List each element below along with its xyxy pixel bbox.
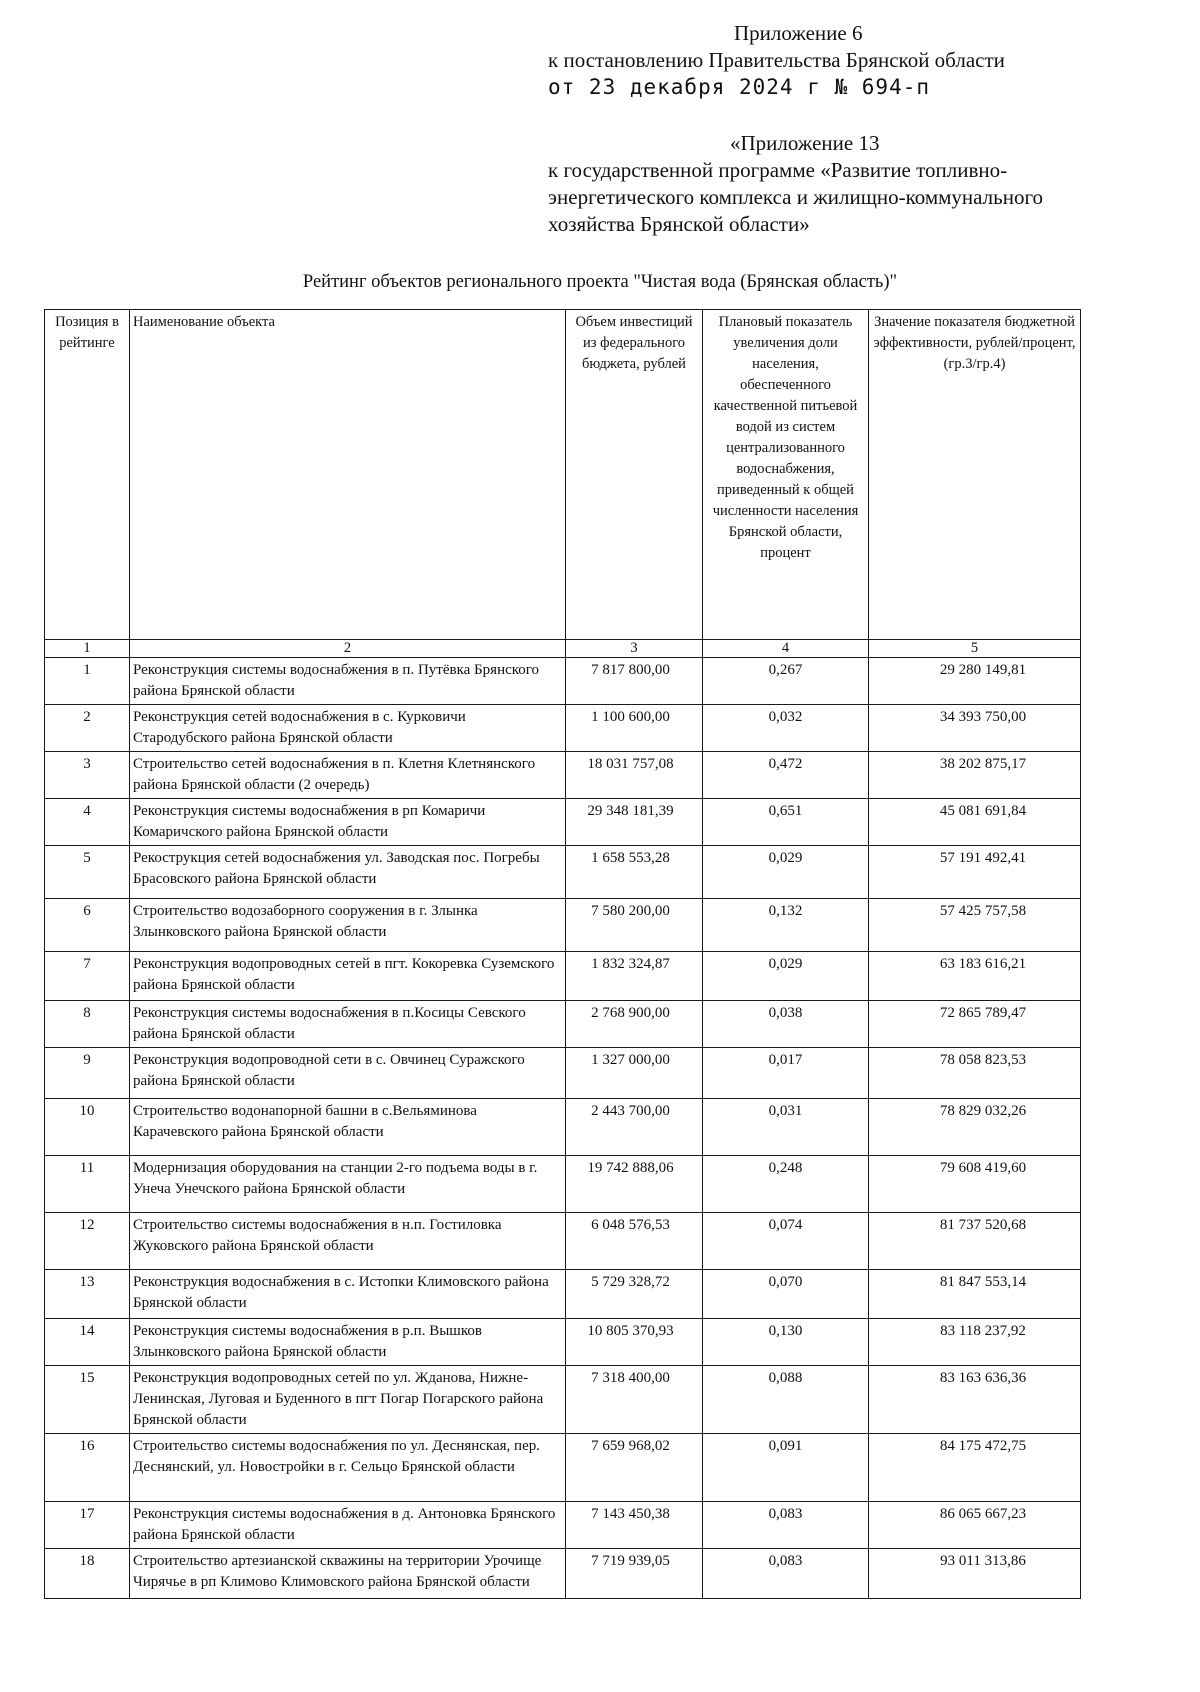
planned-indicator-cell: 0,038 xyxy=(703,1001,869,1048)
table-row xyxy=(45,952,1081,1001)
object-name-cell: Реконструкция системы водоснабжения в п. Путёвка Брянского района Брянской области xyxy=(130,658,566,705)
rating-position-cell: 15 xyxy=(45,1366,130,1434)
planned-indicator-cell: 0,070 xyxy=(703,1270,869,1319)
budget-efficiency-cell: 57 191 492,41 xyxy=(869,846,1081,899)
document-title: Рейтинг объектов регионального проекта "Чистая вода (Брянская область)" xyxy=(302,272,898,292)
planned-indicator-cell: 0,091 xyxy=(703,1434,869,1502)
header-object-name: Наименование объекта xyxy=(130,310,566,640)
budget-efficiency-cell: 83 163 636,36 xyxy=(869,1366,1081,1434)
table-row xyxy=(45,1549,1081,1599)
planned-indicator-cell: 0,267 xyxy=(703,658,869,705)
table-row xyxy=(45,705,1081,752)
table-row xyxy=(45,1502,1081,1549)
table-body xyxy=(45,658,1081,1599)
object-name-cell: Реконструкция водопроводных сетей в пгт. Кокоревка Суземского района Брянской области xyxy=(130,952,566,1001)
annex-6-block xyxy=(548,20,1108,101)
planned-indicator-cell: 0,651 xyxy=(703,799,869,846)
annex-6-title: Приложение 6 xyxy=(734,21,863,45)
object-name-cell: Реконструкция системы водоснабжения в п.Косицы Севского района Брянской области xyxy=(130,1001,566,1048)
investment-cell: 7 143 450,38 xyxy=(566,1502,703,1549)
investment-cell: 1 100 600,00 xyxy=(566,705,703,752)
rating-position-cell: 8 xyxy=(45,1001,130,1048)
planned-indicator-cell: 0,472 xyxy=(703,752,869,799)
investment-cell: 19 742 888,06 xyxy=(566,1156,703,1213)
column-number: 5 xyxy=(869,640,1081,658)
investment-cell: 7 580 200,00 xyxy=(566,899,703,952)
planned-indicator-cell: 0,074 xyxy=(703,1213,869,1270)
annex-6-date-line: от 23 декабря 2024 г № 694-п xyxy=(548,75,931,99)
column-number: 2 xyxy=(130,640,566,658)
planned-indicator-cell: 0,088 xyxy=(703,1366,869,1434)
budget-efficiency-cell: 57 425 757,58 xyxy=(869,899,1081,952)
annex-13-block xyxy=(548,130,1128,238)
investment-cell: 7 318 400,00 xyxy=(566,1366,703,1434)
planned-indicator-cell: 0,017 xyxy=(703,1048,869,1099)
table-row xyxy=(45,1319,1081,1366)
investment-cell: 29 348 181,39 xyxy=(566,799,703,846)
planned-indicator-cell: 0,083 xyxy=(703,1502,869,1549)
investment-cell: 5 729 328,72 xyxy=(566,1270,703,1319)
table-row xyxy=(45,658,1081,705)
object-name-cell: Строительство системы водоснабжения по ул. Деснянская, пер. Деснянский, ул. Новостройки в г. Сельцо Брянской области xyxy=(130,1434,566,1502)
header-planned-indicator: Плановый показатель увеличения доли населения, обеспеченного качественной питьевой водой из систем централизованного водоснабжения, приведенный к общей численности населения Брянской области, процент xyxy=(703,310,869,640)
budget-efficiency-cell: 78 829 032,26 xyxy=(869,1099,1081,1156)
object-name-cell: Реконструкция водопроводных сетей по ул. Жданова, Нижне-Ленинская, Луговая и Буденного в пгт Погар Погарского района Брянской области xyxy=(130,1366,566,1434)
budget-efficiency-cell: 78 058 823,53 xyxy=(869,1048,1081,1099)
planned-indicator-cell: 0,130 xyxy=(703,1319,869,1366)
table-row xyxy=(45,1213,1081,1270)
budget-efficiency-cell: 81 847 553,14 xyxy=(869,1270,1081,1319)
rating-position-cell: 1 xyxy=(45,658,130,705)
budget-efficiency-cell: 29 280 149,81 xyxy=(869,658,1081,705)
object-name-cell: Строительство водозаборного сооружения в г. Злынка Злынковского района Брянской области xyxy=(130,899,566,952)
rating-position-cell: 11 xyxy=(45,1156,130,1213)
object-name-cell: Строительство сетей водоснабжения в п. Клетня Клетнянского района Брянской области (2 очередь) xyxy=(130,752,566,799)
planned-indicator-cell: 0,031 xyxy=(703,1099,869,1156)
investment-cell: 10 805 370,93 xyxy=(566,1319,703,1366)
table-row xyxy=(45,846,1081,899)
investment-cell: 1 832 324,87 xyxy=(566,952,703,1001)
budget-efficiency-cell: 72 865 789,47 xyxy=(869,1001,1081,1048)
budget-efficiency-cell: 84 175 472,75 xyxy=(869,1434,1081,1502)
investment-cell: 7 719 939,05 xyxy=(566,1549,703,1599)
object-name-cell: Реконструкция сетей водоснабжения в с. Курковичи Стародубского района Брянской области xyxy=(130,705,566,752)
annex-13-line-3: хозяйства Брянской области» xyxy=(548,212,810,236)
rating-position-cell: 5 xyxy=(45,846,130,899)
rating-position-cell: 12 xyxy=(45,1213,130,1270)
column-number: 3 xyxy=(566,640,703,658)
object-name-cell: Модернизация оборудования на станции 2-го подъема воды в г. Унеча Унечского района Брянской области xyxy=(130,1156,566,1213)
annex-13-line-2: энергетического комплекса и жилищно-коммунального xyxy=(548,185,1044,209)
investment-cell: 7 659 968,02 xyxy=(566,1434,703,1502)
investment-cell: 18 031 757,08 xyxy=(566,752,703,799)
rating-position-cell: 16 xyxy=(45,1434,130,1502)
table-row xyxy=(45,899,1081,952)
investment-cell: 1 327 000,00 xyxy=(566,1048,703,1099)
column-number-row xyxy=(45,640,1081,658)
rating-position-cell: 4 xyxy=(45,799,130,846)
rating-position-cell: 17 xyxy=(45,1502,130,1549)
rating-position-cell: 2 xyxy=(45,705,130,752)
annex-13-title: «Приложение 13 xyxy=(730,131,880,155)
table-header-row xyxy=(45,310,1081,640)
budget-efficiency-cell: 34 393 750,00 xyxy=(869,705,1081,752)
object-name-cell: Реконструкция системы водоснабжения в р.п. Вышков Злынковского района Брянской области xyxy=(130,1319,566,1366)
header-investment: Объем инвестиций из федерального бюджета, рублей xyxy=(566,310,703,640)
header-budget-efficiency: Значение показателя бюджетной эффективности, рублей/процент, (гр.3/гр.4) xyxy=(869,310,1081,640)
planned-indicator-cell: 0,248 xyxy=(703,1156,869,1213)
rating-position-cell: 10 xyxy=(45,1099,130,1156)
annex-13-line-1: к государственной программе «Развитие топливно- xyxy=(548,158,1008,182)
planned-indicator-cell: 0,029 xyxy=(703,952,869,1001)
investment-cell: 6 048 576,53 xyxy=(566,1213,703,1270)
rating-position-cell: 14 xyxy=(45,1319,130,1366)
investment-cell: 7 817 800,00 xyxy=(566,658,703,705)
table-row xyxy=(45,1434,1081,1502)
table-row xyxy=(45,1001,1081,1048)
object-name-cell: Реконструкция водопроводной сети в с. Овчинец Суражского района Брянской области xyxy=(130,1048,566,1099)
investment-cell: 2 443 700,00 xyxy=(566,1099,703,1156)
rating-position-cell: 13 xyxy=(45,1270,130,1319)
object-name-cell: Строительство системы водоснабжения в н.п. Гостиловка Жуковского района Брянской области xyxy=(130,1213,566,1270)
planned-indicator-cell: 0,132 xyxy=(703,899,869,952)
table-row xyxy=(45,1048,1081,1099)
object-name-cell: Реконструкция системы водоснабжения в рп Комаричи Комаричского района Брянской области xyxy=(130,799,566,846)
rating-position-cell: 6 xyxy=(45,899,130,952)
object-name-cell: Строительство артезианской скважины на территории Урочище Чирячье в рп Климово Климовского района Брянской области xyxy=(130,1549,566,1599)
budget-efficiency-cell: 45 081 691,84 xyxy=(869,799,1081,846)
investment-cell: 1 658 553,28 xyxy=(566,846,703,899)
table-row xyxy=(45,1366,1081,1434)
rating-position-cell: 3 xyxy=(45,752,130,799)
budget-efficiency-cell: 38 202 875,17 xyxy=(869,752,1081,799)
table-row xyxy=(45,799,1081,846)
budget-efficiency-cell: 79 608 419,60 xyxy=(869,1156,1081,1213)
budget-efficiency-cell: 81 737 520,68 xyxy=(869,1213,1081,1270)
investment-cell: 2 768 900,00 xyxy=(566,1001,703,1048)
header-position: Позиция в рейтинге xyxy=(45,310,130,640)
budget-efficiency-cell: 83 118 237,92 xyxy=(869,1319,1081,1366)
object-name-cell: Строительство водонапорной башни в с.Вельяминова Карачевского района Брянской области xyxy=(130,1099,566,1156)
planned-indicator-cell: 0,083 xyxy=(703,1549,869,1599)
budget-efficiency-cell: 86 065 667,23 xyxy=(869,1502,1081,1549)
object-name-cell: Реконструкция водоснабжения в с. Истопки Климовского района Брянской области xyxy=(130,1270,566,1319)
table-row xyxy=(45,1156,1081,1213)
table-row xyxy=(45,752,1081,799)
object-name-cell: Реконструкция системы водоснабжения в д. Антоновка Брянского района Брянской области xyxy=(130,1502,566,1549)
budget-efficiency-cell: 63 183 616,21 xyxy=(869,952,1081,1001)
budget-efficiency-cell: 93 011 313,86 xyxy=(869,1549,1081,1599)
column-number: 4 xyxy=(703,640,869,658)
rating-position-cell: 9 xyxy=(45,1048,130,1099)
column-number: 1 xyxy=(45,640,130,658)
rating-position-cell: 7 xyxy=(45,952,130,1001)
planned-indicator-cell: 0,029 xyxy=(703,846,869,899)
object-name-cell: Рекострукция сетей водоснабжения ул. Заводская пос. Погребы Брасовского района Брянской области xyxy=(130,846,566,899)
planned-indicator-cell: 0,032 xyxy=(703,705,869,752)
table-row xyxy=(45,1270,1081,1319)
rating-position-cell: 18 xyxy=(45,1549,130,1599)
annex-6-resolution-line: к постановлению Правительства Брянской области xyxy=(548,48,1005,72)
rating-table xyxy=(44,309,1081,1599)
table-row xyxy=(45,1099,1081,1156)
